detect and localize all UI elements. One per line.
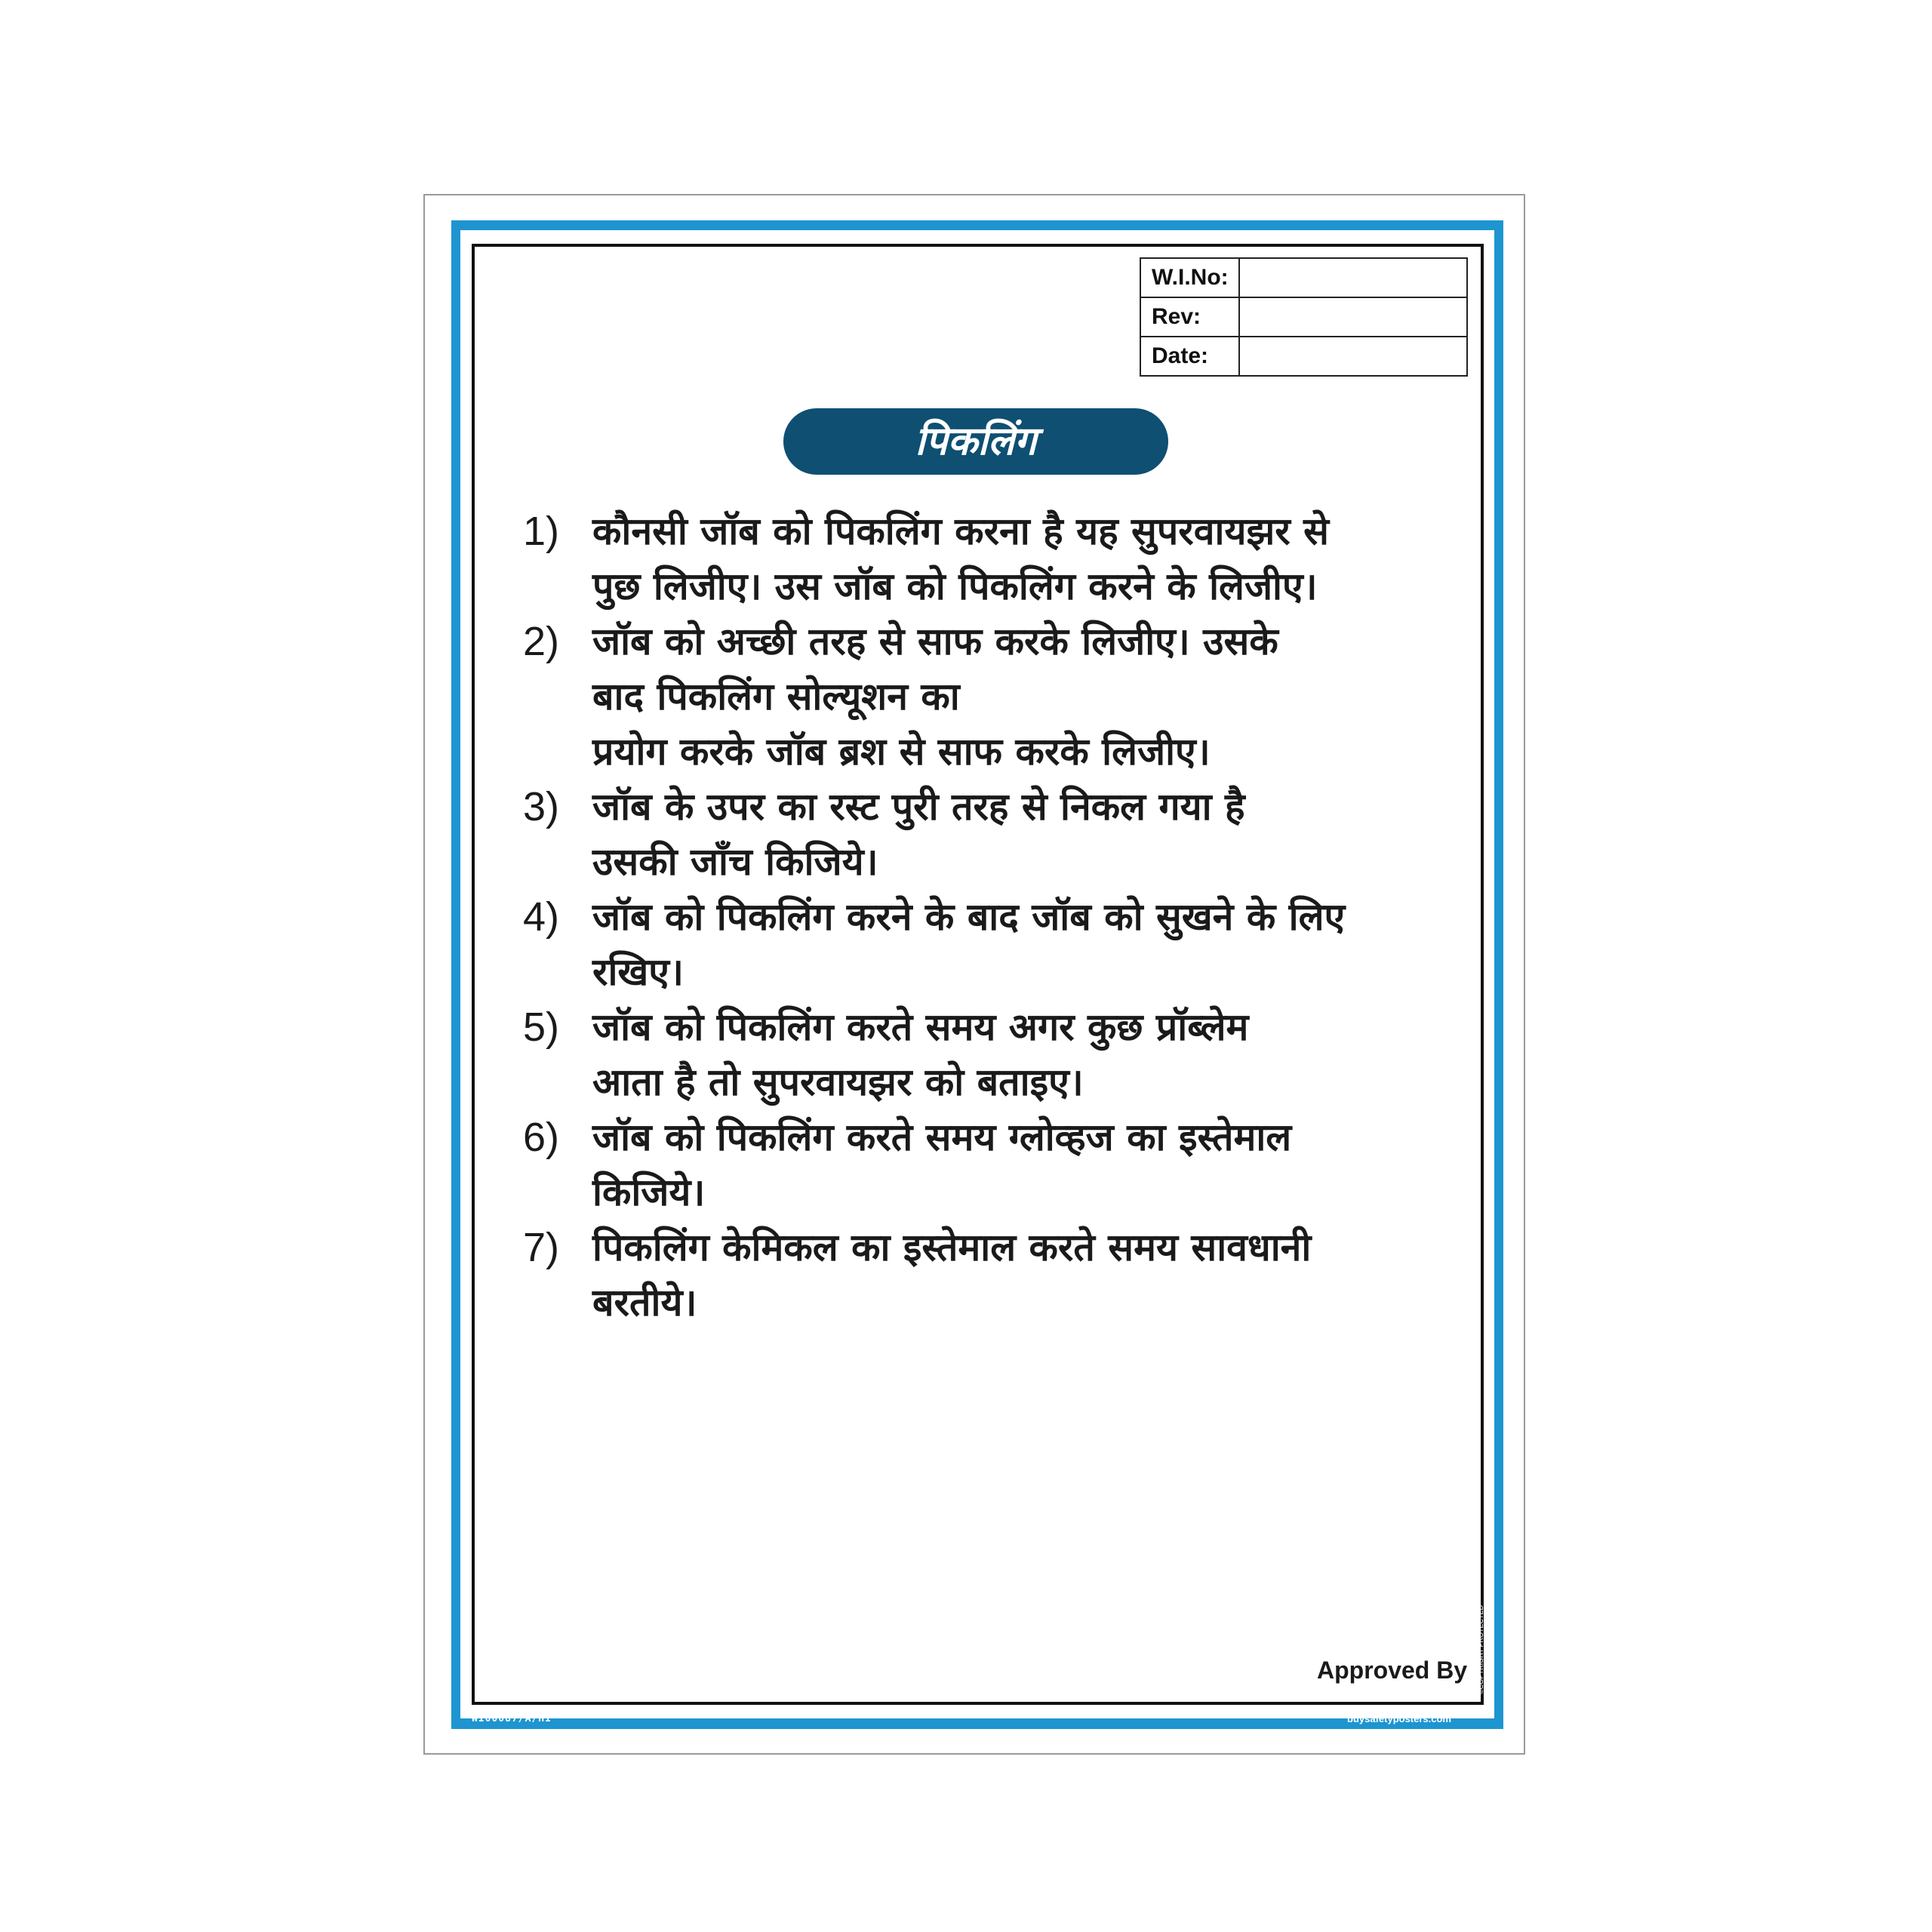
step-line: जॉब को अच्छी तरह से साफ करके लिजीए। उसके: [592, 620, 1278, 663]
brand-watermark: buysafetyposters.com: [1347, 1713, 1451, 1724]
step-text: [592, 1110, 1478, 1220]
step-line: रखिए।: [592, 950, 684, 994]
rev-row: [1140, 297, 1467, 337]
step-number: 6): [523, 1115, 560, 1160]
document-code: WI00087/A/HI: [472, 1713, 552, 1724]
date-row: [1140, 337, 1467, 376]
instruction-step: [523, 890, 1478, 1000]
step-text: [592, 1220, 1478, 1331]
step-line: पिकलिंग केमिकल का इस्तेमाल करते समय सावधानी: [592, 1226, 1312, 1269]
step-text: [592, 780, 1478, 890]
step-line: जॉब को पिकलिंग करते समय ग्लोव्हज का इस्तेमाल: [592, 1115, 1292, 1159]
date-label: Date:: [1140, 337, 1239, 376]
step-text: [592, 614, 1478, 780]
rev-label: Rev:: [1140, 297, 1239, 337]
wi-no-row: [1140, 258, 1467, 297]
step-line: उसकी जाँच किजिये।: [592, 840, 878, 884]
step-line: जॉब के उपर का रस्ट पुरी तरह से निकल गया है: [592, 785, 1245, 829]
step-line: कौनसी जॉब को पिकलिंग करना है यह सुपरवायझर से: [592, 509, 1329, 553]
step-line: बरतीये।: [592, 1281, 697, 1324]
work-instruction-info-table: [1140, 257, 1468, 377]
copyright-note: ©COPYRIGHT PROTECTED: [1477, 1605, 1484, 1694]
date-value-cell: [1239, 337, 1467, 376]
step-line: पुछ लिजीए। उस जॉब को पिकलिंग करने के लिजीए।: [592, 565, 1318, 608]
instruction-step: [523, 780, 1478, 890]
approved-by-label: Approved By: [1317, 1657, 1468, 1684]
step-text: [592, 504, 1478, 614]
wi-no-value-cell: [1239, 258, 1467, 297]
instruction-step: [523, 504, 1478, 614]
step-text: [592, 890, 1478, 1000]
instruction-step: [523, 614, 1478, 780]
instruction-step: [523, 1000, 1478, 1110]
step-number: 4): [523, 894, 560, 940]
step-line: जॉब को पिकलिंग करते समय अगर कुछ प्रॉब्लेम: [592, 1005, 1249, 1049]
step-line: प्रयोग करके जॉब ब्रश से साफ करके लिजीए।: [592, 730, 1211, 774]
rev-value-cell: [1239, 297, 1467, 337]
step-line: किजिये।: [592, 1171, 706, 1214]
step-number: 3): [523, 784, 560, 829]
step-text: [592, 1000, 1478, 1110]
step-line: आता है तो सुपरवायझर को बताइए।: [592, 1060, 1084, 1104]
wi-no-label: W.I.No:: [1140, 258, 1239, 297]
instruction-step: [523, 1110, 1478, 1220]
step-number: 5): [523, 1004, 560, 1050]
instruction-step: [523, 1220, 1478, 1331]
step-line: जॉब को पिकलिंग करने के बाद जॉब को सुखने के लिए: [592, 895, 1346, 939]
instruction-steps-list: [523, 504, 1478, 1331]
step-number: 1): [523, 509, 560, 554]
poster-title: पिकलिंग: [783, 408, 1168, 475]
step-number: 7): [523, 1225, 560, 1270]
step-number: 2): [523, 619, 560, 664]
step-line: बाद पिकलिंग सोल्यूशन का: [592, 675, 960, 718]
